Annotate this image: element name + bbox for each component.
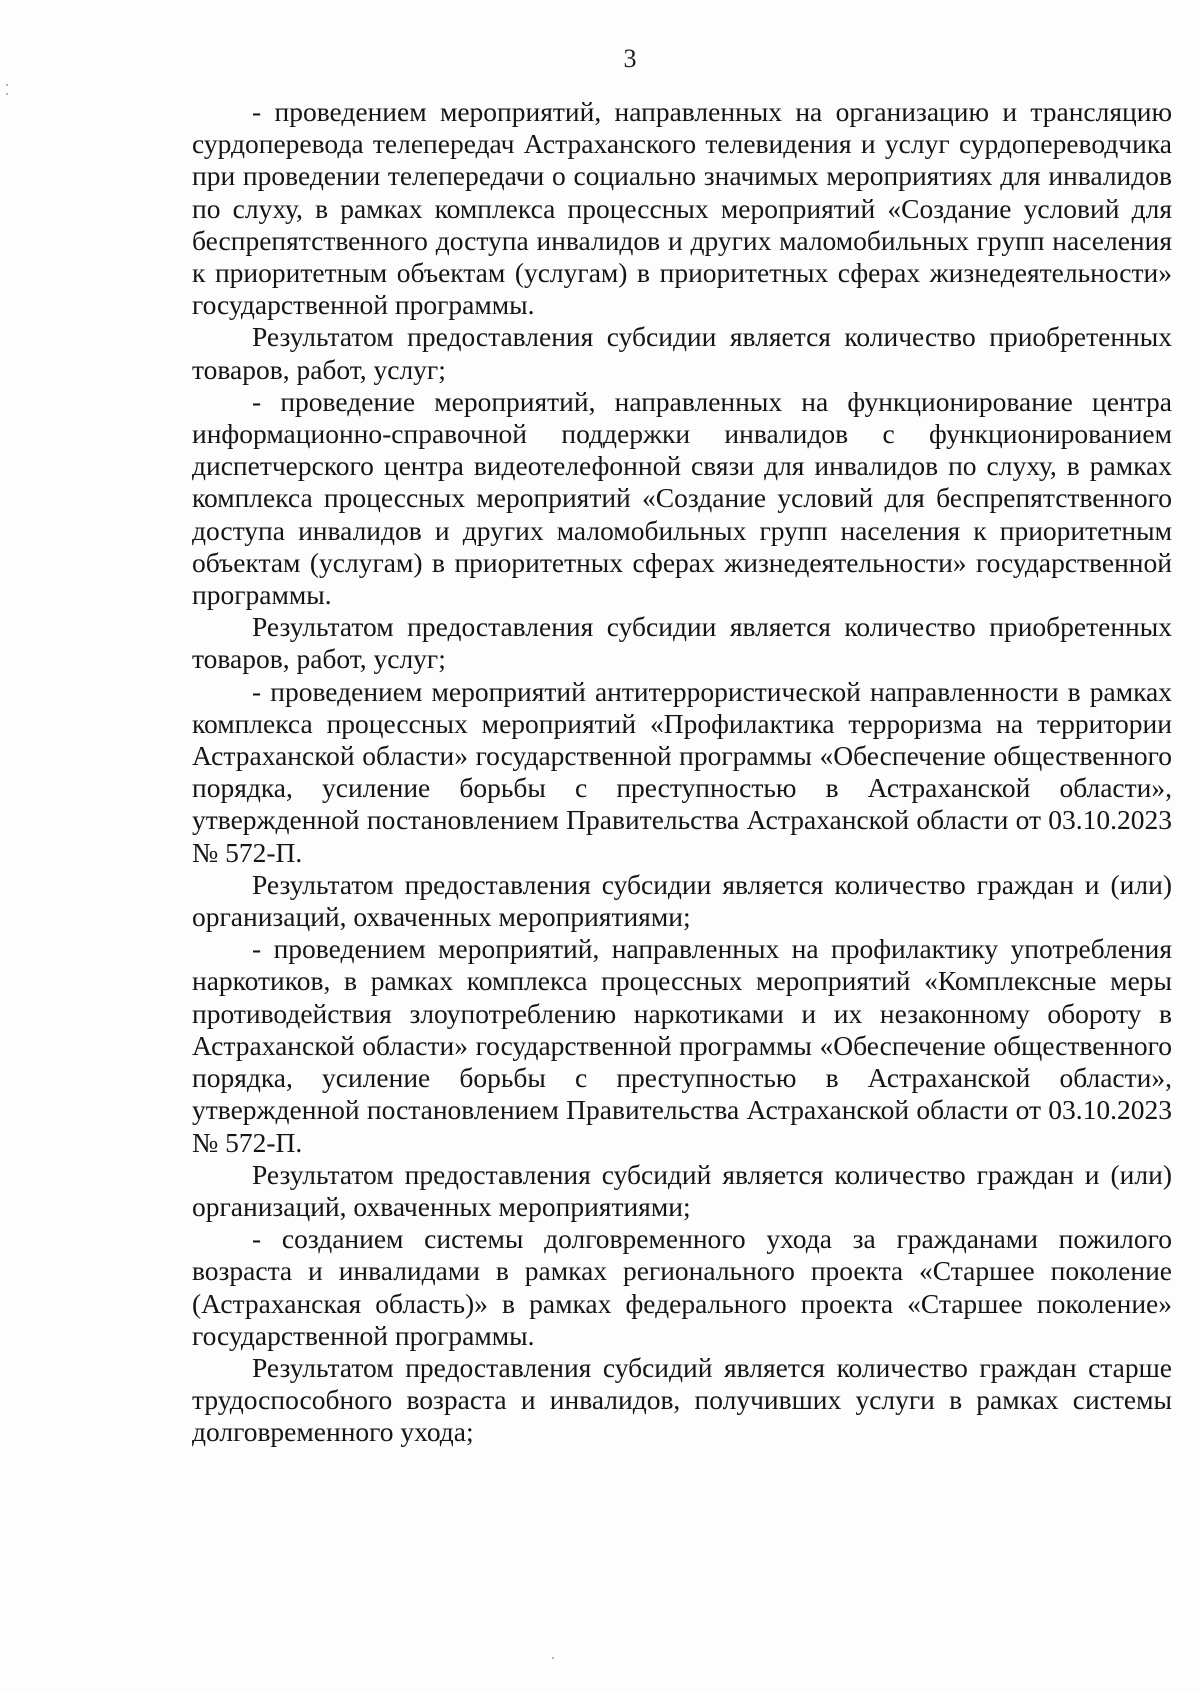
paragraph-result-purchased-goods-1: Результатом предоставления субсидии является количество приобретенных товаров, работ, услуг;	[192, 321, 1172, 385]
scan-speck	[6, 84, 8, 86]
paragraph-result-long-term-care: Результатом предоставления субсидий является количество граждан старше трудоспособного возраста и инвалидов, получивших услуги в рамках системы долговременного ухода;	[192, 1351, 1172, 1448]
paragraph-measure-long-term-care: - созданием системы долговременного ухода за гражданами пожилого возраста и инвалидами в рамках регионального проекта «Старшее поколение (Астраханская область)» в рамках федерального проекта «Старшее поколение» государственной программы.	[192, 1223, 1172, 1351]
paragraph-measure-antiterrorism: - проведением мероприятий антитеррористической направленности в рамках комплекса процессных мероприятий «Профилактика терроризма на территории Астраханской области» государственной программы «Обеспечение общественного порядка, усиление борьбы с преступностью в Астраханской области», утвержденной постановлением Правительства Астраханской области от 03.10.2023 № 572-П.	[192, 675, 1172, 868]
paragraph-result-citizens-covered-1: Результатом предоставления субсидии является количество граждан и (или) организаций, охваченных мероприятиями;	[192, 868, 1172, 933]
paragraph-measure-info-support-center: - проведение мероприятий, направленных на функционирование центра информационно-справочной поддержки инвалидов с функционированием диспетчерского центра видеотелефонной связи для инвалидов по слуху, в рамках комплекса процессных мероприятий «Создание условий для беспрепятственного доступа инвалидов и других маломобильных групп населения к приоритетным объектам (услугам) в приоритетных сферах жизнедеятельности» государственной программы.	[192, 385, 1172, 611]
scan-speck	[552, 1657, 554, 1659]
paragraph-result-purchased-goods-2: Результатом предоставления субсидии является количество приобретенных товаров, работ, услуг;	[192, 611, 1172, 675]
paragraph-measure-sign-language-translation: - проведением мероприятий, направленных на организацию и трансляцию сурдоперевода телепередач Астраханского телевидения и услуг сурдопереводчика при проведении телепередачи о социально значимых мероприятиях для инвалидов по слуху, в рамках комплекса процессных мероприятий «Создание условий для беспрепятственного доступа инвалидов и других маломобильных групп населения к приоритетным объектам (услугам) в приоритетных сферах жизнедеятельности» государственной программы.	[192, 96, 1172, 321]
page-number: 3	[623, 44, 637, 73]
scan-speck	[6, 93, 8, 95]
paragraph-result-citizens-covered-2: Результатом предоставления субсидий является количество граждан и (или) организаций, охваченных мероприятиями;	[192, 1158, 1172, 1222]
paragraph-measure-drug-prevention: - проведением мероприятий, направленных на профилактику употребления наркотиков, в рамках комплекса процессных мероприятий «Комплексные меры противодействия злоупотреблению наркотиками и их незаконному обороту в Астраханской области» государственной программы «Обеспечение общественного порядка, усиление борьбы с преступностью в Астраханской области», утвержденной постановлением Правительства Астраханской области от 03.10.2023 № 572-П.	[192, 933, 1172, 1158]
document-body	[192, 96, 1172, 1449]
